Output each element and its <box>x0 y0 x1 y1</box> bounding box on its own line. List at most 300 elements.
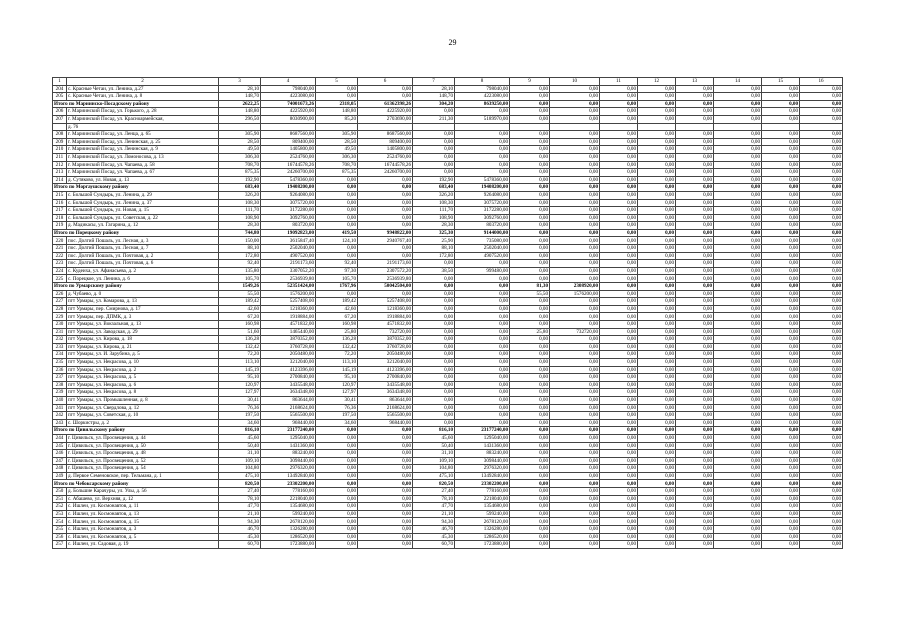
value-cell: 0,00 <box>413 404 455 412</box>
value-cell: 1405800,00 <box>358 146 413 154</box>
value-cell: 0,00 <box>550 222 600 230</box>
value-cell: 778160,00 <box>261 488 316 496</box>
value-cell: 0,00 <box>510 267 550 275</box>
value-cell: 0,00 <box>800 503 843 511</box>
value-cell: 2700840,00 <box>261 374 316 382</box>
table-row <box>53 153 843 161</box>
address-cell: с. Большой Сундырь, ул. Советская, д. 22 <box>67 214 219 222</box>
value-cell: 0,00 <box>638 396 676 404</box>
value-cell: 0,00 <box>600 321 638 329</box>
value-cell: 1723880,00 <box>261 541 316 549</box>
row-number-cell: 225 <box>53 275 67 283</box>
value-cell: 0,00 <box>676 153 714 161</box>
value-cell: 0,00 <box>600 153 638 161</box>
row-number-cell: 248 <box>53 465 67 473</box>
value-cell: 0,00 <box>510 472 550 480</box>
value-cell: 113,10 <box>219 358 261 366</box>
row-number-cell: 246 <box>53 450 67 458</box>
value-cell: 0,00 <box>455 412 510 420</box>
row-number-cell: 249 <box>53 472 67 480</box>
value-cell: 1465440,00 <box>261 328 316 336</box>
district-subtotal-row <box>53 427 843 435</box>
subtotal-value-cell: 0,00 <box>600 229 638 237</box>
value-cell: 0,00 <box>676 389 714 397</box>
value-cell: 27,40 <box>219 488 261 496</box>
subtotal-value-cell: 0,00 <box>762 184 800 192</box>
value-cell: 2678120,00 <box>261 518 316 526</box>
value-cell: 0,00 <box>762 169 800 177</box>
subtotal-value-cell: 0,00 <box>762 229 800 237</box>
address-cell: пос. Долгий Пошаль, ул. Лесная, д. 7 <box>67 245 219 253</box>
value-cell: 0,00 <box>550 176 600 184</box>
value-cell: 0,00 <box>762 252 800 260</box>
value-cell: 0,00 <box>676 138 714 146</box>
value-cell: 0,00 <box>714 526 762 534</box>
value-cell: 189,42 <box>316 298 358 306</box>
value-cell: 0,00 <box>413 419 455 427</box>
value-cell: 0,00 <box>762 533 800 541</box>
table-row <box>53 465 843 473</box>
value-cell: 136,28 <box>316 336 358 344</box>
row-number-cell: 233 <box>53 343 67 351</box>
value-cell: 0,00 <box>550 267 600 275</box>
value-cell: 0,00 <box>510 108 550 116</box>
value-cell: 0,00 <box>800 533 843 541</box>
value-cell: 0,00 <box>510 404 550 412</box>
value-cell: 0,00 <box>676 442 714 450</box>
column-number-cell: 7 <box>413 78 455 86</box>
value-cell: 0,00 <box>676 495 714 503</box>
value-cell: 0,00 <box>358 222 413 230</box>
value-cell: 0,00 <box>316 214 358 222</box>
value-cell: 0,00 <box>600 358 638 366</box>
value-cell: 0,00 <box>550 442 600 450</box>
value-cell: 0,00 <box>455 313 510 321</box>
address-cell: д. Сутяково, ул. Новая, д. 13 <box>67 176 219 184</box>
row-number-cell: 242 <box>53 412 67 420</box>
table-row <box>53 503 843 511</box>
value-cell: 13492840,00 <box>455 472 510 480</box>
value-cell: 5565500,00 <box>358 412 413 420</box>
value-cell: 28,10 <box>413 85 455 93</box>
value-cell: 0,00 <box>676 275 714 283</box>
value-cell: 25,80 <box>510 328 550 336</box>
value-cell: 0,00 <box>800 245 843 253</box>
value-cell: 0,00 <box>638 336 676 344</box>
subtotal-value-cell: 0,00 <box>600 184 638 192</box>
table-row <box>53 412 843 420</box>
address-cell: пгт Урмары, ул. Кирова, д. 18 <box>67 336 219 344</box>
table-row <box>53 146 843 154</box>
value-cell: 2191173,60 <box>358 260 413 268</box>
row-number-cell: 212 <box>53 161 67 169</box>
value-cell: 0,00 <box>714 153 762 161</box>
value-cell: 0,00 <box>358 290 413 298</box>
value-cell: 0,00 <box>550 472 600 480</box>
value-cell: 0,00 <box>762 267 800 275</box>
value-cell: 109,10 <box>413 457 455 465</box>
value-cell <box>714 123 762 131</box>
value-cell: 0,00 <box>358 510 413 518</box>
address-cell: пгт Урмары, пер. Смирнова, д. 17 <box>67 305 219 313</box>
column-number-cell: 5 <box>316 78 358 86</box>
value-cell: 31,10 <box>413 450 455 458</box>
value-cell: 0,00 <box>600 191 638 199</box>
value-cell: 0,00 <box>800 153 843 161</box>
value-cell: 45,30 <box>413 533 455 541</box>
value-cell: 0,00 <box>358 488 413 496</box>
value-cell: 0,00 <box>800 252 843 260</box>
row-number-cell: 243 <box>53 419 67 427</box>
subtotal-value-cell: 74001673,26 <box>261 100 316 108</box>
table-row <box>53 169 843 177</box>
value-cell: 0,00 <box>762 495 800 503</box>
value-cell: 0,00 <box>600 465 638 473</box>
address-cell: пос. Долгий Пошаль, ул. Почтовая, д. 2 <box>67 252 219 260</box>
value-cell: 0,00 <box>510 374 550 382</box>
value-cell: 2703690,00 <box>358 115 413 123</box>
value-cell: 0,00 <box>638 207 676 215</box>
subtotal-value-cell: 683,40 <box>219 184 261 192</box>
value-cell: 25,80 <box>316 328 358 336</box>
subtotal-value-cell: 0,00 <box>800 229 843 237</box>
row-number-cell: 231 <box>53 328 67 336</box>
value-cell: 0,00 <box>358 518 413 526</box>
column-number-cell: 6 <box>358 78 413 86</box>
subtotal-value-cell: 744,80 <box>219 229 261 237</box>
value-cell: 1576200,00 <box>550 290 600 298</box>
value-cell: 0,00 <box>455 343 510 351</box>
value-cell: 0,00 <box>676 298 714 306</box>
value-cell: 0,00 <box>714 396 762 404</box>
value-cell: 0,00 <box>413 298 455 306</box>
table-row <box>53 176 843 184</box>
value-cell: 0,00 <box>550 358 600 366</box>
value-cell: 0,00 <box>455 381 510 389</box>
value-cell: 0,00 <box>455 396 510 404</box>
value-cell: 1218360,00 <box>261 305 316 313</box>
value-cell: 34,60 <box>219 419 261 427</box>
value-cell: 0,00 <box>510 419 550 427</box>
column-number-cell: 2 <box>67 78 219 86</box>
subtotal-value-cell: 0,00 <box>550 427 600 435</box>
value-cell: 0,00 <box>413 343 455 351</box>
value-cell: 0,00 <box>358 495 413 503</box>
value-cell: 127,97 <box>219 389 261 397</box>
value-cell: 0,00 <box>455 298 510 306</box>
value-cell: 599240,00 <box>261 510 316 518</box>
value-cell: 0,00 <box>510 131 550 139</box>
address-cell: с. Порецкое, ул. Ленина, д. 6 <box>67 275 219 283</box>
address-cell: д. Первое Семеновское, пер. Тельмана, д. 1 <box>67 472 219 480</box>
row-number-cell: 205 <box>53 93 67 101</box>
value-cell: 0,00 <box>358 442 413 450</box>
value-cell: 0,00 <box>510 207 550 215</box>
value-cell: 0,00 <box>358 541 413 549</box>
value-cell: 0,00 <box>638 366 676 374</box>
table-row <box>53 457 843 465</box>
value-cell: 0,00 <box>358 214 413 222</box>
address-cell: пгт Урмары, ул. Заводская, д. 29 <box>67 328 219 336</box>
table-row <box>53 214 843 222</box>
row-number-cell: 241 <box>53 404 67 412</box>
subtotal-value-cell: 0,00 <box>762 283 800 291</box>
value-cell: 0,00 <box>800 85 843 93</box>
value-cell: 0,00 <box>316 495 358 503</box>
column-number-cell: 3 <box>219 78 261 86</box>
value-cell: 0,00 <box>550 389 600 397</box>
value-cell: 0,00 <box>762 366 800 374</box>
subtotal-value-cell: 0,00 <box>800 427 843 435</box>
address-cell: пгт Урмары, ул. Комарова, д. 13 <box>67 298 219 306</box>
address-cell: с. Ишлеи, ул. Космонавтов, д. 13 <box>67 510 219 518</box>
value-cell: 0,00 <box>600 290 638 298</box>
address-cell: д. Мадикасы, ул. Гагарина, д. 12 <box>67 222 219 230</box>
row-number-cell: 244 <box>53 434 67 442</box>
value-cell: 0,00 <box>510 351 550 359</box>
value-cell: 2502040,00 <box>455 245 510 253</box>
value-cell: 0,00 <box>510 396 550 404</box>
value-cell: 0,00 <box>638 138 676 146</box>
value-cell: 3870352,00 <box>358 336 413 344</box>
value-cell: 0,00 <box>600 366 638 374</box>
value-cell: 0,00 <box>638 472 676 480</box>
value-cell: 0,00 <box>510 214 550 222</box>
value-cell: 0,00 <box>714 541 762 549</box>
value-cell: 197,50 <box>219 412 261 420</box>
value-cell: 97,30 <box>316 267 358 275</box>
value-cell: 0,00 <box>714 93 762 101</box>
value-cell: 0,00 <box>600 412 638 420</box>
address-cell: с. Ишлеи, ул. Космонавтов, д. 5 <box>67 533 219 541</box>
value-cell: 0,00 <box>413 275 455 283</box>
value-cell: 0,00 <box>714 275 762 283</box>
value-cell: 0,00 <box>550 412 600 420</box>
value-cell: 0,00 <box>762 518 800 526</box>
value-cell: 0,00 <box>358 434 413 442</box>
value-cell: 0,00 <box>638 85 676 93</box>
value-cell: 0,00 <box>358 245 413 253</box>
subtotal-value-cell: 0,00 <box>510 427 550 435</box>
value-cell: 1354680,00 <box>261 503 316 511</box>
value-cell: 0,00 <box>762 434 800 442</box>
value-cell: 0,00 <box>638 169 676 177</box>
value-cell: 0,00 <box>714 290 762 298</box>
value-cell: 0,00 <box>600 526 638 534</box>
value-cell: 0,00 <box>714 146 762 154</box>
value-cell: 0,00 <box>413 374 455 382</box>
table-row <box>53 541 843 549</box>
value-cell: 0,00 <box>550 351 600 359</box>
value-cell: 0,00 <box>316 199 358 207</box>
value-cell <box>358 123 413 131</box>
subtotal-value-cell: 0,00 <box>762 427 800 435</box>
value-cell: 0,00 <box>800 207 843 215</box>
value-cell: 0,00 <box>714 533 762 541</box>
subtotal-value-cell: 0,00 <box>800 100 843 108</box>
value-cell: 0,00 <box>413 305 455 313</box>
value-cell: 0,00 <box>600 472 638 480</box>
value-cell: 0,00 <box>510 222 550 230</box>
value-cell: 0,00 <box>510 191 550 199</box>
value-cell: 0,00 <box>800 275 843 283</box>
value-cell: 0,00 <box>413 389 455 397</box>
value-cell: 111,70 <box>219 207 261 215</box>
value-cell: 0,00 <box>550 153 600 161</box>
row-number-cell: 253 <box>53 510 67 518</box>
value-cell: 0,00 <box>676 450 714 458</box>
value-cell: 475,10 <box>219 472 261 480</box>
value-cell: 0,00 <box>762 237 800 245</box>
column-number-row <box>53 78 843 86</box>
value-cell: 0,00 <box>413 313 455 321</box>
value-cell: 0,00 <box>550 541 600 549</box>
subtotal-value-cell: 8639250,00 <box>455 100 510 108</box>
value-cell: 0,00 <box>550 343 600 351</box>
table-row <box>53 267 843 275</box>
value-cell: 30,41 <box>316 396 358 404</box>
value-cell: 108,30 <box>219 199 261 207</box>
column-number-cell: 13 <box>676 78 714 86</box>
value-cell: 0,00 <box>676 169 714 177</box>
value-cell: 94,30 <box>219 518 261 526</box>
value-cell: 3760728,00 <box>358 343 413 351</box>
value-cell: 0,00 <box>510 161 550 169</box>
value-cell: 94,30 <box>413 518 455 526</box>
value-cell: 0,00 <box>600 396 638 404</box>
subtotal-value-cell: 23177240,00 <box>261 427 316 435</box>
value-cell: 0,00 <box>316 465 358 473</box>
value-cell: 24260700,00 <box>261 169 316 177</box>
address-cell: с. Ишлеи, ул. Космонавтов, д. 11 <box>67 503 219 511</box>
address-cell: с. Шоркистры, д. 2 <box>67 419 219 427</box>
value-cell: 0,00 <box>638 161 676 169</box>
value-cell: 0,00 <box>510 434 550 442</box>
value-cell: 0,00 <box>413 153 455 161</box>
value-cell: 0,00 <box>800 298 843 306</box>
value-cell: 809400,00 <box>358 138 413 146</box>
address-cell: пгт Урмары, ул. Некрасова, д. 8 <box>67 389 219 397</box>
value-cell: 0,00 <box>638 457 676 465</box>
value-cell: 0,00 <box>600 305 638 313</box>
value-cell: 78,10 <box>219 495 261 503</box>
value-cell: 172,80 <box>413 252 455 260</box>
value-cell: 0,00 <box>316 434 358 442</box>
value-cell: 1295040,00 <box>261 434 316 442</box>
value-cell: 2976320,00 <box>261 465 316 473</box>
value-cell: 148,80 <box>219 108 261 116</box>
row-number-cell: 224 <box>53 267 67 275</box>
value-cell: 778160,00 <box>455 488 510 496</box>
value-cell: 0,00 <box>358 533 413 541</box>
value-cell: 0,00 <box>762 358 800 366</box>
value-cell: 0,00 <box>800 176 843 184</box>
value-cell: 2536939,80 <box>358 275 413 283</box>
value-cell: 50,40 <box>413 442 455 450</box>
value-cell: 0,00 <box>762 275 800 283</box>
value-cell: 0,00 <box>600 85 638 93</box>
value-cell: 0,00 <box>762 396 800 404</box>
value-cell: 0,00 <box>510 169 550 177</box>
value-cell: 0,00 <box>550 321 600 329</box>
value-cell: 0,00 <box>550 207 600 215</box>
subtotal-value-cell: 816,10 <box>413 427 455 435</box>
value-cell: 0,00 <box>600 510 638 518</box>
value-cell: 0,00 <box>600 495 638 503</box>
value-cell: 16744578,26 <box>358 161 413 169</box>
value-cell: 135,80 <box>219 267 261 275</box>
value-cell: 67,20 <box>219 313 261 321</box>
value-cell: 0,00 <box>638 343 676 351</box>
value-cell: 9264080,00 <box>261 191 316 199</box>
value-cell: 0,00 <box>714 214 762 222</box>
value-cell: 0,00 <box>676 343 714 351</box>
value-cell: 0,00 <box>714 503 762 511</box>
value-cell: 0,00 <box>510 518 550 526</box>
table-row <box>53 510 843 518</box>
value-cell: 132,42 <box>316 343 358 351</box>
value-cell: 0,00 <box>316 450 358 458</box>
value-cell: 0,00 <box>358 93 413 101</box>
value-cell: 0,00 <box>762 442 800 450</box>
subtotal-value-cell: 0,00 <box>600 283 638 291</box>
value-cell: 0,00 <box>762 313 800 321</box>
value-cell: 0,00 <box>800 358 843 366</box>
subtotal-value-cell: 325,30 <box>413 229 455 237</box>
value-cell: 5478360,00 <box>455 176 510 184</box>
table-row <box>53 207 843 215</box>
column-number-cell: 15 <box>762 78 800 86</box>
value-cell: 0,00 <box>676 199 714 207</box>
table-row <box>53 404 843 412</box>
value-cell: 0,00 <box>550 434 600 442</box>
subtotal-label: Итого по Порецкому району <box>53 229 219 237</box>
value-cell: 0,00 <box>676 510 714 518</box>
value-cell: 2678120,00 <box>455 518 510 526</box>
row-number-cell: 234 <box>53 351 67 359</box>
value-cell: 0,00 <box>638 419 676 427</box>
value-cell: 0,00 <box>550 260 600 268</box>
value-cell: 0,00 <box>413 108 455 116</box>
value-cell: 55,50 <box>219 290 261 298</box>
value-cell: 0,00 <box>676 351 714 359</box>
value-cell: 0,00 <box>600 214 638 222</box>
address-cell: пос. Долгий Пошаль, ул. Лесная, д. 3 <box>67 237 219 245</box>
value-cell: 45,60 <box>219 434 261 442</box>
value-cell: 0,00 <box>762 389 800 397</box>
subtotal-value-cell: 0,00 <box>638 427 676 435</box>
address-cell: с. Ишлеи, ул. Космонавтов, д. 15 <box>67 518 219 526</box>
table-row <box>53 275 843 283</box>
value-cell: 0,00 <box>714 358 762 366</box>
value-cell: 0,00 <box>455 290 510 298</box>
address-cell: пгт Урмары, ул. Свердлова, д. 12 <box>67 404 219 412</box>
value-cell: 0,00 <box>455 374 510 382</box>
value-cell: 0,00 <box>762 176 800 184</box>
value-cell: 0,00 <box>550 161 600 169</box>
value-cell: 47,70 <box>219 503 261 511</box>
value-cell: 883240,00 <box>261 450 316 458</box>
value-cell: 0,00 <box>455 275 510 283</box>
table-row <box>53 138 843 146</box>
value-cell: 0,00 <box>800 146 843 154</box>
value-cell: 0,00 <box>676 412 714 420</box>
row-number-cell: 222 <box>53 252 67 260</box>
value-cell: 3760728,00 <box>261 343 316 351</box>
value-cell: 0,00 <box>600 419 638 427</box>
subtotal-value-cell: 0,00 <box>762 480 800 488</box>
value-cell: 0,00 <box>638 245 676 253</box>
